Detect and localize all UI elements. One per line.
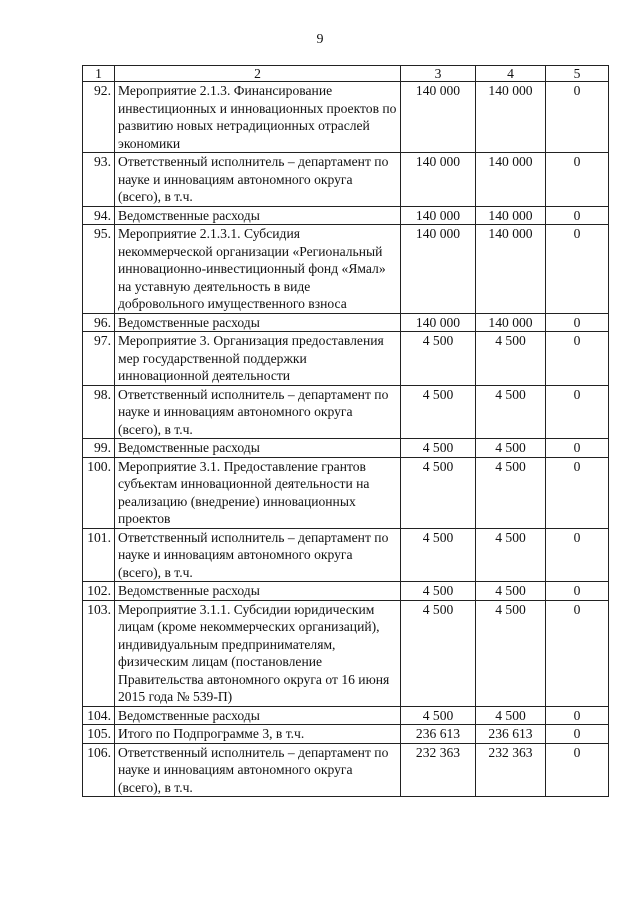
row-name-cell: Ведомственные расходы [115,706,401,725]
row-col5-cell: 0 [546,706,609,725]
row-col3-cell: 4 500 [401,528,476,582]
row-number-cell: 103. [83,600,115,706]
row-col3-cell: 4 500 [401,332,476,386]
row-col4-cell: 4 500 [476,582,546,601]
table-row [83,82,609,153]
header-cell-2: 2 [115,66,401,82]
row-col3-cell: 4 500 [401,582,476,601]
row-name-cell: Мероприятие 2.1.3. Финансирование инвестиционных и инновационных проектов по развитию новых нетрадиционных отраслей экономики [115,82,401,153]
row-col4-cell: 4 500 [476,528,546,582]
row-col4-cell: 140 000 [476,206,546,225]
table-row [83,313,609,332]
row-col5-cell: 0 [546,725,609,744]
table-row [83,439,609,458]
row-number-cell: 97. [83,332,115,386]
row-col5-cell: 0 [546,313,609,332]
table-row [83,582,609,601]
table-body [83,66,609,797]
row-col5-cell: 0 [546,225,609,314]
row-col3-cell: 4 500 [401,457,476,528]
table-row [83,332,609,386]
row-name-cell: Ведомственные расходы [115,582,401,601]
row-col5-cell: 0 [546,82,609,153]
row-number-cell: 92. [83,82,115,153]
row-number-cell: 102. [83,582,115,601]
table-row [83,225,609,314]
row-col3-cell: 232 363 [401,743,476,797]
row-name-cell: Мероприятие 3. Организация предоставления мер государственной поддержки инновационной деятельности [115,332,401,386]
row-name-cell: Ответственный исполнитель – департамент по науке и инновациям автономного округа (всего), в т.ч. [115,528,401,582]
row-number-cell: 94. [83,206,115,225]
row-col5-cell: 0 [546,582,609,601]
table-row [83,385,609,439]
row-number-cell: 95. [83,225,115,314]
row-number-cell: 99. [83,439,115,458]
row-number-cell: 98. [83,385,115,439]
table-row [83,725,609,744]
table-row [83,600,609,706]
header-cell-5: 5 [546,66,609,82]
header-cell-3: 3 [401,66,476,82]
row-col4-cell: 4 500 [476,706,546,725]
table-row [83,457,609,528]
row-col4-cell: 140 000 [476,82,546,153]
table-row [83,206,609,225]
row-col4-cell: 4 500 [476,457,546,528]
row-col3-cell: 140 000 [401,153,476,207]
row-number-cell: 100. [83,457,115,528]
row-name-cell: Мероприятие 2.1.3.1. Субсидия некоммерческой организации «Региональный инновационно-инвестиционный фонд «Ямал» на уставную деятельность в виде добровольного имущественного взноса [115,225,401,314]
row-name-cell: Ответственный исполнитель – департамент по науке и инновациям автономного округа (всего), в т.ч. [115,743,401,797]
row-col3-cell: 4 500 [401,439,476,458]
header-cell-1: 1 [83,66,115,82]
row-col3-cell: 140 000 [401,225,476,314]
row-col5-cell: 0 [546,457,609,528]
row-col5-cell: 0 [546,385,609,439]
row-name-cell: Мероприятие 3.1. Предоставление грантов субъектам инновационной деятельности на реализацию (внедрение) инновационных проектов [115,457,401,528]
row-col5-cell: 0 [546,206,609,225]
row-col3-cell: 4 500 [401,706,476,725]
row-col4-cell: 232 363 [476,743,546,797]
row-col3-cell: 4 500 [401,385,476,439]
row-col4-cell: 140 000 [476,153,546,207]
row-number-cell: 96. [83,313,115,332]
row-col5-cell: 0 [546,528,609,582]
row-col5-cell: 0 [546,153,609,207]
table-row [83,153,609,207]
row-name-cell: Ответственный исполнитель – департамент по науке и инновациям автономного округа (всего), в т.ч. [115,153,401,207]
row-name-cell: Ответственный исполнитель – департамент по науке и инновациям автономного округа (всего), в т.ч. [115,385,401,439]
row-col5-cell: 0 [546,332,609,386]
row-name-cell: Мероприятие 3.1.1. Субсидии юридическим лицам (кроме некоммерческих организаций), индивидуальным предпринимателям, физическим лицам (постановление Правительства автономного округа от 16 июня 2015 года № 539-П) [115,600,401,706]
budget-table [82,65,609,797]
row-name-cell: Ведомственные расходы [115,313,401,332]
row-col3-cell: 236 613 [401,725,476,744]
row-col3-cell: 140 000 [401,82,476,153]
row-col4-cell: 4 500 [476,385,546,439]
page-number: 9 [316,32,324,47]
row-number-cell: 105. [83,725,115,744]
row-name-cell: Ведомственные расходы [115,439,401,458]
row-col4-cell: 140 000 [476,313,546,332]
row-col3-cell: 4 500 [401,600,476,706]
row-col3-cell: 140 000 [401,206,476,225]
row-number-cell: 104. [83,706,115,725]
table-row [83,706,609,725]
table-header-row [83,66,609,82]
header-cell-4: 4 [476,66,546,82]
row-col4-cell: 236 613 [476,725,546,744]
row-name-cell: Итого по Подпрограмме 3, в т.ч. [115,725,401,744]
row-col5-cell: 0 [546,743,609,797]
row-number-cell: 106. [83,743,115,797]
table-row [83,528,609,582]
row-col3-cell: 140 000 [401,313,476,332]
row-col4-cell: 4 500 [476,332,546,386]
row-number-cell: 93. [83,153,115,207]
row-col5-cell: 0 [546,439,609,458]
table-row [83,743,609,797]
row-name-cell: Ведомственные расходы [115,206,401,225]
row-col4-cell: 4 500 [476,600,546,706]
row-col4-cell: 4 500 [476,439,546,458]
row-col4-cell: 140 000 [476,225,546,314]
row-number-cell: 101. [83,528,115,582]
row-col5-cell: 0 [546,600,609,706]
